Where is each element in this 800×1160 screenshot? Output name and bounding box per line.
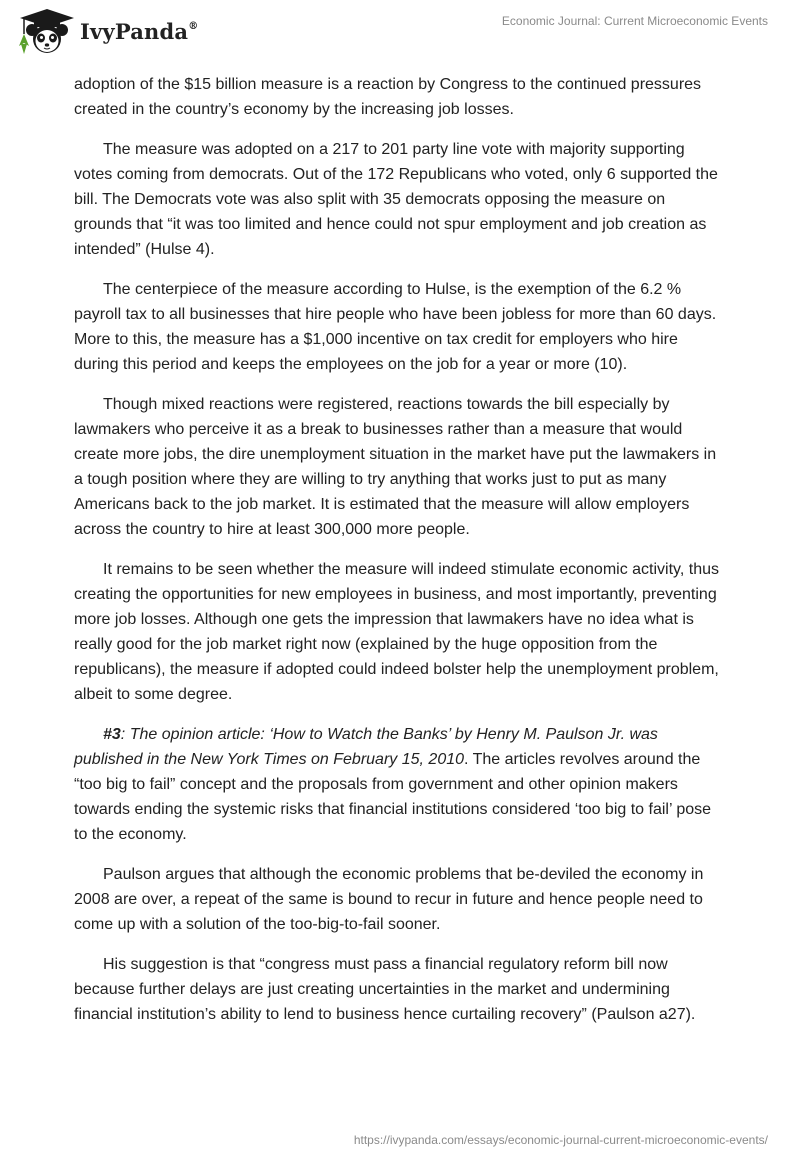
paragraph: The centerpiece of the measure according to Hulse, is the exemption of the 6.2 % payroll tax to all businesses that hire people who have been jobless for more than 60 days. More to this, the measure has a $1,000 incentive on tax credit for employers who hire during this period and keeps the employees on the job for a year or more (10). <box>74 281 717 373</box>
ivypanda-logo[interactable] <box>16 8 78 56</box>
paragraph: His suggestion is that “congress must pass a financial regulatory reform bill now because further delays are just creating uncertainties in the market and undermining financial institution’s ability to lend to business hence curtailing recovery” (Paulson a27). <box>74 956 696 1023</box>
panda-graduate-icon <box>16 8 78 56</box>
brand-name[interactable]: IvyPanda® <box>80 19 199 44</box>
document-title: Economic Journal: Current Microeconomic Events <box>501 14 768 28</box>
paragraph: The measure was adopted on a 217 to 201 party line vote with majority supporting votes coming from democrats. Out of the 172 Republicans who voted, only 6 supported the bill. The Democrats vote was also split with 35 democrats opposing the measure on grounds that “it was too limited and hence could not spur employment and job creation as intended” (Hulse 4). <box>74 141 718 258</box>
paragraph: Paulson argues that although the economic problems that be-deviled the economy in 2008 are over, a repeat of the same is bound to recur in future and hence people need to come up with a solution of the too-big-to-fail sooner. <box>74 866 704 933</box>
article-number: #3 <box>103 726 121 743</box>
paragraph: Though mixed reactions were registered, reactions towards the bill especially by lawmakers who perceive it as a break to businesses rather than a measure that would create more jobs, the dire unemployment situation in the market have put the lawmakers in a tough position where they are willing to try anything that works just to put as many Americans back to the job market. It is estimated that the measure will allow employers across the country to hire at least 300,000 more people. <box>74 396 717 538</box>
registered-mark: ® <box>188 21 199 32</box>
essay-body <box>74 72 724 1027</box>
article-citation: : The opinion article: ‘How to Watch the Banks’ by Henry M. Paulson Jr. was published in the New York Times on February 15, 2010 <box>74 726 658 768</box>
page-header <box>0 0 800 64</box>
article-summary: . The articles revolves around the “too big to fail” concept and the proposals from government and other opinion makers towards ending the systemic risks that financial institutions considered ‘too big to fail’ pose to the economy. <box>74 751 712 843</box>
source-url[interactable]: https://ivypanda.com/essays/economic-journal-current-microeconomic-events/ <box>353 1133 768 1147</box>
paragraph: It remains to be seen whether the measure will indeed stimulate economic activity, thus creating the opportunities for new employees in business, and most importantly, preventing more job losses. Although one gets the impression that lawmakers have no idea what is really good for the job market right now (explained by the huge opposition from the republicans), the measure if adopted could indeed bolster help the unemployment problem, albeit to some degree. <box>74 561 719 703</box>
paragraph: adoption of the $15 billion measure is a reaction by Congress to the continued pressures created in the country’s economy by the increasing job losses. <box>74 76 702 118</box>
paragraph-article-3 <box>74 722 724 847</box>
